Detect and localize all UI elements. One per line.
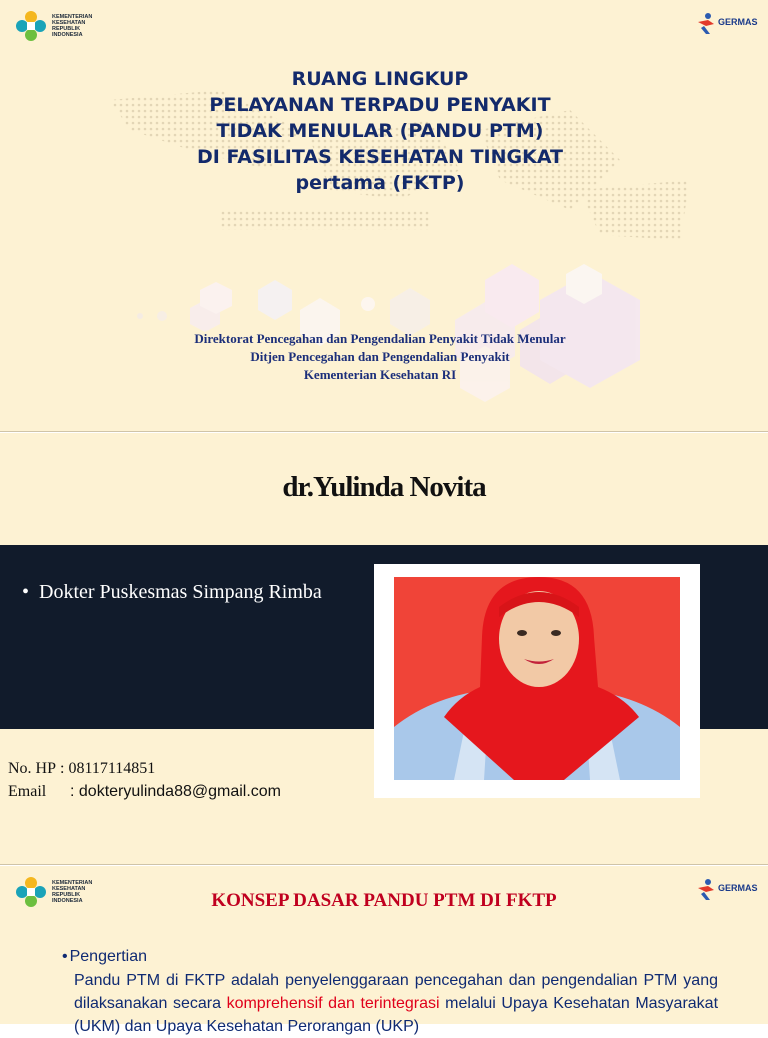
kemenkes-emblem-icon	[14, 9, 48, 43]
contact-info	[8, 757, 281, 803]
germas-figure-icon	[694, 12, 716, 36]
email-value: : dokteryulinda88@gmail.com	[70, 783, 282, 800]
phone-row	[8, 757, 281, 780]
org-line: Ditjen Pencegahan dan Pengendalian Penyakit	[250, 349, 510, 364]
title-line: RUANG LINGKUP	[291, 68, 469, 90]
germas-logo-text: GERMAS	[718, 883, 758, 893]
title-line: PELAYANAN TERPADU PENYAKIT	[209, 94, 551, 116]
email-row	[8, 780, 281, 803]
kemenkes-logo-text: KEMENTERIAN KESEHATAN REPUBLIK INDONESIA	[52, 14, 93, 38]
slide-speaker-profile	[0, 433, 768, 865]
section-heading-pengertian	[62, 948, 147, 966]
speaker-photo-frame	[374, 564, 700, 798]
section-heading-text: Pengertian	[69, 948, 147, 965]
definition-highlight: komprehensif dan terintegrasi	[226, 995, 440, 1012]
bullet-icon: •	[22, 581, 30, 603]
definition-paragraph	[74, 969, 718, 1038]
speaker-photo	[394, 577, 680, 780]
germas-logo-text: GERMAS	[718, 17, 758, 27]
phone-label: No. HP	[8, 760, 57, 777]
org-line: Direktorat Pencegahan dan Pengendalian Penyakit Tidak Menular	[194, 331, 566, 346]
presentation-title	[80, 66, 680, 196]
kemenkes-logo-text: KEMENTERIAN KESEHATAN REPUBLIK INDONESIA	[52, 880, 93, 904]
germas-logo	[694, 12, 758, 36]
title-line: pertama (FKTP)	[295, 172, 465, 194]
slide-basic-concept	[0, 866, 768, 1035]
speaker-role-text: Dokter Puskesmas Simpang Rimba	[39, 581, 322, 603]
title-line: DI FASILITAS KESEHATAN TINGKAT	[196, 146, 564, 168]
email-label: Email	[8, 783, 47, 800]
slide-heading: KONSEP DASAR PANDU PTM DI FKTP	[211, 890, 557, 911]
kemenkes-logo	[14, 9, 108, 43]
org-line: Kementerian Kesehatan RI	[303, 367, 457, 382]
title-line: TIDAK MENULAR (PANDU PTM)	[216, 120, 544, 142]
organization-info	[120, 330, 640, 384]
slide-title	[0, 0, 768, 432]
bullet-icon: •	[62, 948, 68, 965]
definition-text-start: Pandu PTM di FKTP adalah penyelenggaraan pencegahan dan pengendalian PTM yang dilaksanakan secara	[74, 972, 718, 1012]
definition-text-end: melalui Upaya Kesehatan Masyarakat (UKM) dan Upaya Kesehatan Perorangan (UKP)	[74, 995, 719, 1035]
speaker-name: dr.Yulinda Novita	[282, 471, 486, 503]
phone-value: : 08117114851	[60, 760, 156, 777]
speaker-role-bullet	[22, 581, 322, 604]
